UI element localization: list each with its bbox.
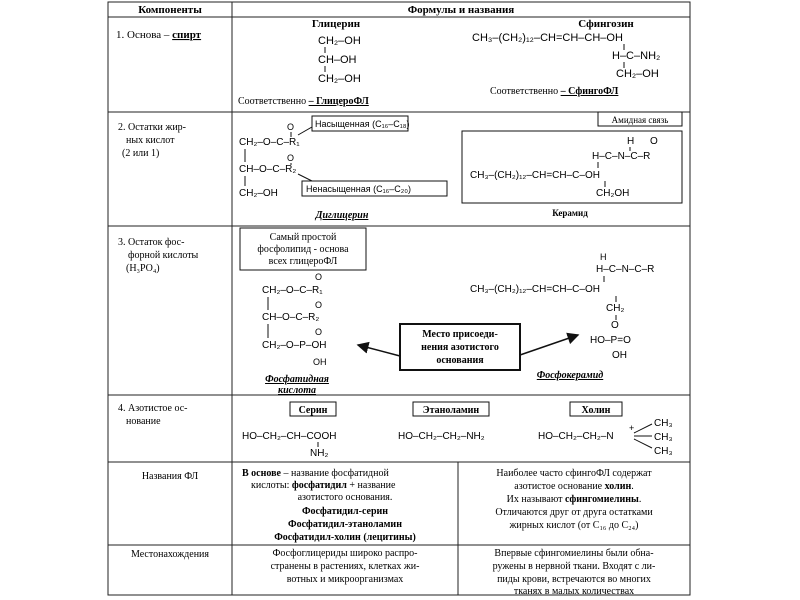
phosphatidic-acid-formula [240, 228, 366, 396]
svg-text:странены в растениях, клетках: странены в растениях, клетках жи- [270, 561, 420, 572]
svg-text:ных кислот: ных кислот [126, 135, 175, 146]
svg-text:O: O [315, 300, 323, 310]
svg-text:Холин: Холин [581, 405, 611, 416]
svg-text:вотных и микроорганизмах: вотных и микроорганизмах [286, 574, 404, 585]
svg-text:Фосфоглицериды широко распро-: Фосфоглицериды широко распро- [272, 548, 418, 559]
svg-text:O: O [611, 320, 619, 331]
svg-text:CH₂–OH: CH₂–OH [318, 35, 361, 47]
svg-text:Сфингозин: Сфингозин [578, 18, 634, 30]
svg-text:жирных кислот (от C₁₆ до C₂₄): жирных кислот (от C₁₆ до C₂₄) [509, 520, 639, 531]
glycerol-formula [238, 18, 369, 107]
svg-text:CH–O–C–R₂: CH–O–C–R₂ [262, 312, 320, 323]
row2-label [118, 122, 186, 159]
svg-text:HO–CH₂–CH₂–N: HO–CH₂–CH₂–N [538, 431, 614, 442]
svg-text:Соответственно – СфингоФЛ: Соответственно – СфингоФЛ [490, 86, 619, 97]
svg-text:CH₂–OH: CH₂–OH [318, 73, 361, 85]
svg-text:ружены в нервной ткани. Входят: ружены в нервной ткани. Входят с ли- [492, 561, 656, 572]
svg-text:HO–P=O: HO–P=O [590, 335, 631, 346]
ethanolamine-formula [398, 402, 489, 442]
svg-text:нения азотистого: нения азотистого [421, 342, 499, 353]
svg-text:HO–CH₂–CH–COOH: HO–CH₂–CH–COOH [242, 431, 337, 442]
ceramide-formula [462, 112, 682, 218]
svg-text:CH₂–OH: CH₂–OH [616, 68, 659, 80]
row5-label: Названия ФЛ [141, 471, 199, 482]
svg-text:Керамид: Керамид [552, 208, 588, 218]
svg-text:CH–O–C–R₂: CH–O–C–R₂ [239, 164, 297, 175]
svg-text:H–C–N–C–R: H–C–N–C–R [596, 264, 655, 275]
svg-text:O: O [315, 327, 323, 337]
svg-text:CH₂–O–P–OH: CH₂–O–P–OH [262, 340, 327, 351]
svg-text:Фосфатидил-этаноламин: Фосфатидил-этаноламин [288, 519, 402, 530]
svg-text:нование: нование [126, 416, 161, 427]
svg-text:HO–CH₂–CH₂–NH₂: HO–CH₂–CH₂–NH₂ [398, 431, 485, 442]
svg-text:CH₃: CH₃ [654, 446, 673, 457]
svg-text:O: O [650, 136, 658, 147]
svg-text:Наиболее часто сфингоФЛ содерж: Наиболее часто сфингоФЛ содержат [496, 468, 652, 479]
svg-text:OH: OH [313, 357, 327, 367]
svg-text:Фосфатидная: Фосфатидная [265, 374, 329, 385]
svg-text:H–C–NH₂: H–C–NH₂ [612, 50, 661, 62]
sphingosine-formula [472, 18, 660, 97]
svg-text:Насыщенная (C₁₆–C₁₈): Насыщенная (C₁₆–C₁₈) [315, 119, 410, 129]
svg-text:2. Остатки жир-: 2. Остатки жир- [118, 122, 187, 133]
svg-text:Диглицерин: Диглицерин [315, 210, 369, 221]
svg-text:NH₂: NH₂ [310, 448, 329, 459]
svg-text:Фосфатидил-серин: Фосфатидил-серин [301, 506, 389, 517]
svg-text:CH₃: CH₃ [654, 418, 673, 429]
svg-text:H–C–N–C–R: H–C–N–C–R [592, 151, 651, 162]
svg-text:CH₂OH: CH₂OH [596, 188, 630, 199]
choline-formula [538, 402, 673, 457]
diglyceride-formula [239, 116, 447, 221]
svg-text:H: H [600, 252, 607, 262]
svg-text:CH₂–OH: CH₂–OH [239, 188, 278, 199]
svg-text:Серин: Серин [298, 405, 328, 416]
row5-left-text [242, 468, 416, 543]
svg-text:4. Азотистое ос-: 4. Азотистое ос- [118, 403, 188, 414]
header-formulas: Формулы и названия [407, 4, 515, 16]
row4-label [118, 403, 187, 427]
svg-text:CH–OH: CH–OH [318, 54, 357, 66]
serine-formula [242, 402, 336, 459]
svg-text:Этаноламин: Этаноламин [422, 405, 480, 416]
svg-text:CH₂–O–C–R₁: CH₂–O–C–R₁ [262, 285, 323, 296]
svg-text:тканях в малых количествах: тканях в малых количествах [513, 586, 635, 597]
svg-text:H: H [627, 136, 635, 147]
row6-left-text [271, 548, 420, 585]
svg-text:CH₃–(CH₂)₁₂–CH=CH–CH–OH: CH₃–(CH₂)₁₂–CH=CH–CH–OH [472, 32, 623, 44]
svg-text:Фосфатидил-холин (лецитины): Фосфатидил-холин (лецитины) [274, 532, 416, 543]
svg-text:Самый простой: Самый простой [269, 232, 337, 243]
row1-label: 1. Основа – спирт [116, 29, 202, 41]
svg-text:CH₂–O–C–R₁: CH₂–O–C–R₁ [239, 137, 300, 148]
svg-text:CH₂: CH₂ [606, 303, 625, 314]
header-components: Компоненты [138, 4, 202, 16]
svg-text:азотистое основание холин.: азотистое основание холин. [514, 481, 634, 492]
svg-text:Впервые сфингомиелины были обн: Впервые сфингомиелины были обна- [494, 548, 654, 559]
svg-text:Их называют сфингомиелины.: Их называют сфингомиелины. [506, 494, 642, 505]
svg-text:CH₃–(CH₂)₁₂–CH=CH–C–OH: CH₃–(CH₂)₁₂–CH=CH–C–OH [470, 170, 600, 181]
svg-text:В основе – название фосфатидно: В основе – название фосфатидной [242, 468, 389, 479]
svg-text:Фосфокерамид: Фосфокерамид [536, 370, 604, 381]
svg-text:CH₃: CH₃ [654, 432, 673, 443]
svg-text:O: O [287, 153, 295, 163]
svg-text:Отличаются друг от друга остат: Отличаются друг от друга остатками [495, 507, 653, 518]
svg-text:пиды крови, встречаются во мно: пиды крови, встречаются во многих [497, 574, 651, 585]
row3-label [118, 237, 199, 274]
svg-text:основания: основания [436, 355, 484, 366]
svg-text:азотистого основания.: азотистого основания. [297, 492, 393, 503]
svg-text:(H₃PO₄): (H₃PO₄) [126, 263, 160, 274]
svg-text:фосфолипид - основа: фосфолипид - основа [257, 244, 349, 255]
svg-text:Ненасыщенная (C₁₆–C₂₀): Ненасыщенная (C₁₆–C₂₀) [306, 184, 411, 194]
svg-text:OH: OH [612, 350, 627, 361]
svg-text:(2 или 1): (2 или 1) [122, 148, 160, 159]
svg-text:Глицерин: Глицерин [311, 18, 361, 30]
svg-text:форной кислоты: форной кислоты [128, 250, 199, 261]
svg-text:O: O [287, 122, 295, 132]
attachment-site-callout [358, 324, 578, 370]
row5-right-text [495, 468, 653, 531]
svg-text:3. Остаток фос-: 3. Остаток фос- [118, 237, 185, 248]
svg-text:CH₃–(CH₂)₁₂–CH=CH–C–OH: CH₃–(CH₂)₁₂–CH=CH–C–OH [470, 284, 600, 295]
svg-text:кислота: кислота [278, 385, 316, 396]
svg-text:Место присоеди-: Место присоеди- [422, 329, 498, 340]
svg-text:Амидная связь: Амидная связь [611, 115, 669, 125]
svg-text:кислоты: фосфатидил + название: кислоты: фосфатидил + название [251, 480, 396, 491]
svg-text:Соответственно – ГлицероФЛ: Соответственно – ГлицероФЛ [238, 96, 369, 107]
row6-label: Местонахождения [130, 549, 210, 560]
svg-text:+: + [629, 423, 635, 433]
row6-right-text [493, 548, 656, 597]
svg-text:O: O [315, 272, 323, 282]
svg-text:всех глицероФЛ: всех глицероФЛ [268, 256, 338, 267]
